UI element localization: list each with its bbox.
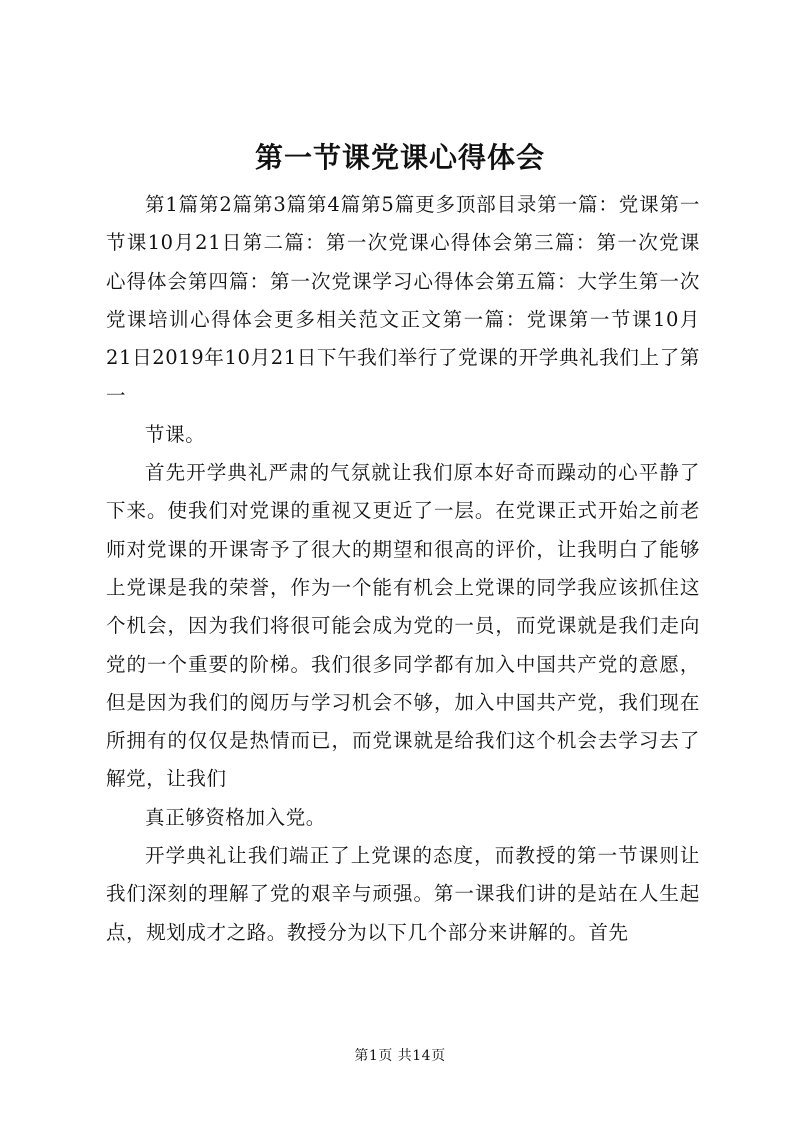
- paragraph-first-lesson: 开学典礼让我们端正了上党课的态度，而教授的第一节课则让我们深刻的理解了党的艰辛与顽强。第一课我们讲的是站在人生起点，规划成才之路。教授分为以下几个部分来讲解的。首先: [106, 844, 700, 944]
- document-body: [106, 186, 700, 952]
- page-number-footer: 第1页 共14页: [354, 1048, 446, 1064]
- paragraph-lesson: 节课。: [145, 422, 206, 446]
- paragraph-qualify: 真正够资格加入党。: [145, 805, 326, 829]
- paragraph-opening-ceremony: 首先开学典礼严肃的气氛就让我们原本好奇而躁动的心平静了下来。使我们对党课的重视又更近了一层。在党课正式开始之前老师对党课的开课寄予了很大的期望和很高的评价，让我明白了能够上党课是我的荣誉，作为一个能有机会上党课的同学我应该抓住这个机会，因为我们将很可能会成为党的一员，而党课就是我们走向党的一个重要的阶梯。我们很多同学都有加入中国共产党的意愿，但是因为我们的阅历与学习机会不够，加入中国共产党，我们现在所拥有的仅仅是热情而已，而党课就是给我们这个机会去学习去了解党，让我们: [106, 461, 700, 791]
- paragraph-toc-intro: 第1篇第2篇第3篇第4篇第5篇更多顶部目录第一篇：党课第一节课10月21日第二篇：第一次党课心得体会第三篇：第一次党课心得体会第四篇：第一次党课学习心得体会第五篇：大学生第一次党课培训心得体会更多相关范文正文第一篇：党课第一节课10月21日2019年10月21日下午我们举行了党课的开学典礼我们上了第一: [106, 193, 700, 408]
- document-title: 第一节课党课心得体会: [254, 141, 545, 174]
